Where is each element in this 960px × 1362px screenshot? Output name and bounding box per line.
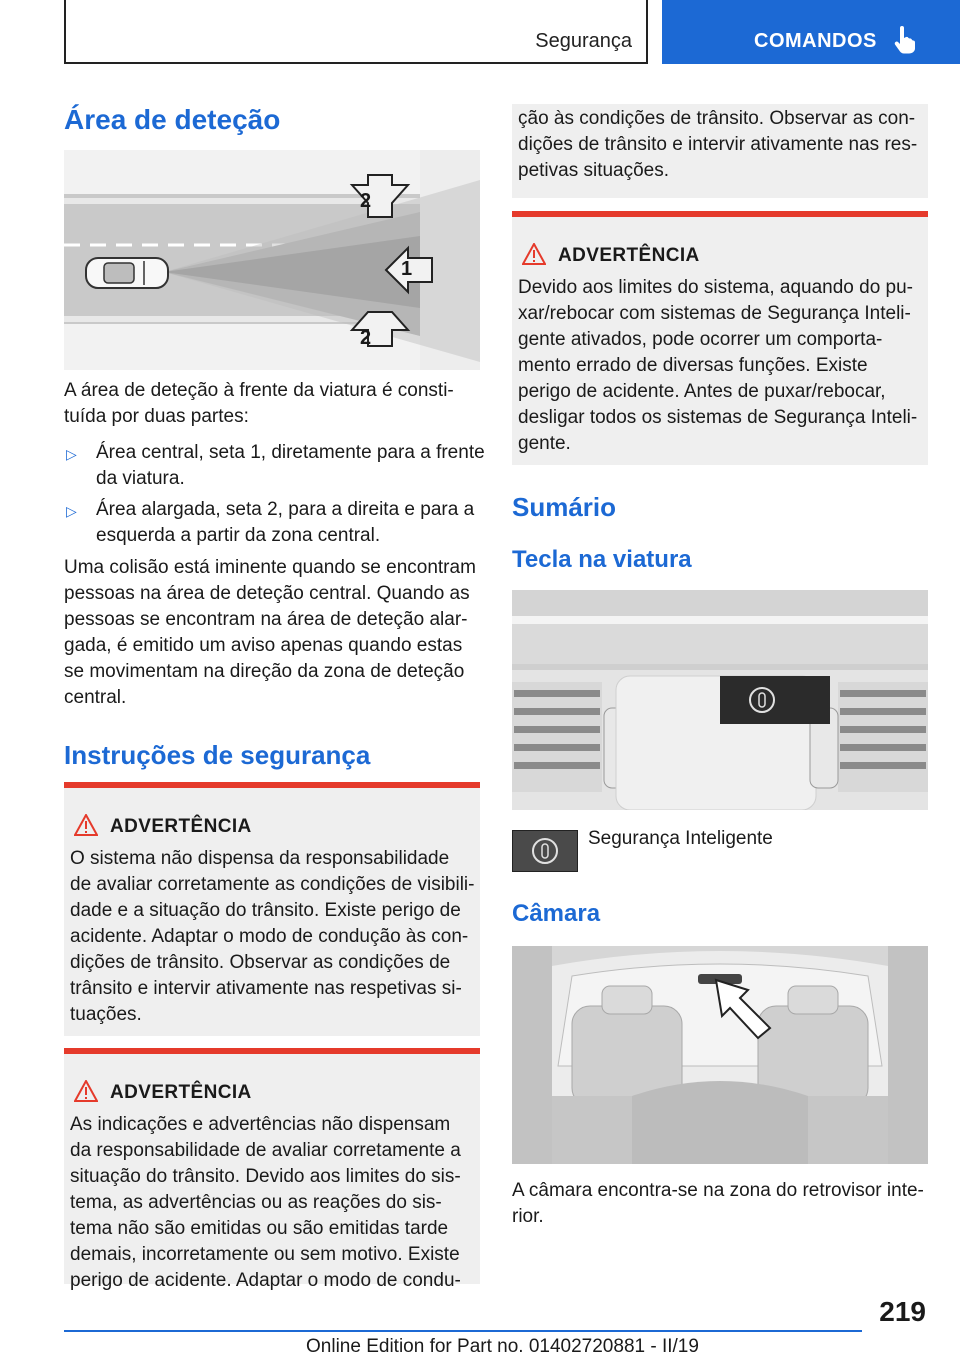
bullet-marker-icon: ▷	[66, 446, 77, 462]
warning-line: acidente. Adaptar o modo de condução às con-	[70, 926, 469, 947]
warning-line: tema não são emitidas ou são emitidas tarde	[70, 1218, 449, 1239]
para-line: se movimentam na direção da zona de deteção	[64, 661, 465, 682]
button-caption: Segurança Inteligente	[588, 828, 773, 849]
warning-triangle-icon	[522, 243, 546, 265]
bullet-1-line-1: Área central, seta 1, diretamente para a frente	[96, 442, 485, 463]
warning-line: dições de trânsito. Observar as condições de	[70, 952, 451, 973]
bullet-2-line-1: Área alargada, seta 2, para a direita e para a	[96, 499, 475, 520]
bullet-marker-icon: ▷	[66, 503, 77, 519]
intro-line-2: tuída por duas partes:	[64, 406, 249, 427]
warning-line: dições de trânsito e intervir ativamente nas res-	[518, 134, 918, 155]
para-line: pessoas se encontram na área de deteção alar-	[64, 609, 468, 630]
warning-line: As indicações e advertências não dispensam	[70, 1114, 451, 1135]
para-line: pessoas na área de deteção central. Quando as	[64, 583, 470, 604]
warning-line: de avaliar corretamente as condições de visibili-	[70, 874, 475, 895]
warning-line: O sistema não dispensa da responsabilidade	[70, 848, 450, 869]
warning-triangle-icon	[74, 1080, 98, 1102]
footer-edition: Online Edition for Part no. 01402720881 - II/19	[306, 1336, 699, 1357]
camera-text-line-1: A câmara encontra-se na zona do retrovisor inte-	[512, 1180, 924, 1201]
camera-text-line-2: rior.	[512, 1206, 544, 1227]
car-icon	[86, 258, 168, 288]
page-title: Área de deteção	[64, 104, 281, 135]
warning-line: demais, incorretamente ou sem motivo. Existe	[70, 1244, 460, 1265]
para-line: Uma colisão está iminente quando se encontram	[64, 557, 476, 578]
intro-line-1: A área de deteção à frente da viatura é consti-	[64, 380, 454, 401]
warning-title: ADVERTÊNCIA	[558, 245, 700, 266]
bullet-1-line-2: da viatura.	[96, 468, 185, 489]
camera-location-figure	[512, 946, 928, 1164]
warning-line: dade e a situação do trânsito. Existe perigo de	[70, 900, 461, 921]
bullet-2-line-2: esquerda a partir da zona central.	[96, 525, 381, 546]
warning-title: ADVERTÊNCIA	[110, 816, 252, 837]
warning-line: gente ativados, pode ocorrer um comporta-	[518, 329, 883, 350]
warning-line: Devido aos limites do sistema, aquando do pu-	[518, 277, 914, 298]
warning-box-1	[64, 782, 480, 1036]
warning-line: xar/rebocar com sistemas de Segurança Inteli-	[518, 303, 911, 324]
camera-section-title: Câmara	[512, 900, 601, 927]
warning-line: ção às condições de trânsito. Observar as con-	[518, 108, 916, 129]
warning-line: situação do trânsito. Devido aos limites do sis-	[70, 1166, 461, 1187]
warning-line: tuações.	[70, 1004, 142, 1025]
warning-line: perigo de acidente. Antes de puxar/rebocar,	[518, 381, 886, 402]
warning-line: trânsito e intervir ativamente nas respetivas si-	[70, 978, 462, 999]
warning-line: desligar todos os sistemas de Segurança Inteli-	[518, 407, 918, 428]
warning-line: tema, as advertências ou as reações do sis-	[70, 1192, 442, 1213]
warning-box-3	[512, 211, 928, 465]
figure-label-1: 1	[401, 258, 413, 280]
page-number: 219	[879, 1296, 926, 1327]
warning-box-2	[64, 1048, 480, 1291]
intelligent-safety-button-thumb	[512, 830, 578, 872]
warning-line: da responsabilidade de avaliar corretamente a	[70, 1140, 461, 1161]
warning-line: petivas situações.	[518, 160, 670, 181]
warning-continuation-box	[512, 104, 928, 198]
para-line: central.	[64, 687, 127, 708]
header-section-title: Segurança	[535, 30, 632, 52]
safety-section-title: Instruções de segurança	[64, 740, 371, 770]
warning-title: ADVERTÊNCIA	[110, 1082, 252, 1103]
detection-area-figure	[64, 150, 480, 370]
hand-pointer-icon	[894, 26, 916, 54]
header-chapter-label: COMANDOS	[754, 30, 877, 52]
summary-title: Sumário	[512, 492, 617, 522]
warning-triangle-icon	[74, 814, 98, 836]
figure-label-2-top: 2	[360, 190, 372, 212]
para-line: gada, é emitido um aviso apenas quando estas	[64, 635, 463, 656]
warning-line: perigo de acidente. Adaptar o modo de condu-	[70, 1270, 461, 1291]
dashboard-button-figure	[512, 590, 928, 810]
intelligent-safety-icon	[513, 831, 577, 871]
footer-divider	[64, 1330, 862, 1332]
header-chapter-tab[interactable]	[662, 0, 960, 64]
warning-line: gente.	[518, 433, 571, 454]
warning-line: mento errado de diversas funções. Existe	[518, 355, 868, 376]
figure-label-2-bottom: 2	[360, 327, 372, 349]
header-section-box	[64, 0, 648, 64]
button-section-title: Tecla na viatura	[512, 546, 692, 573]
